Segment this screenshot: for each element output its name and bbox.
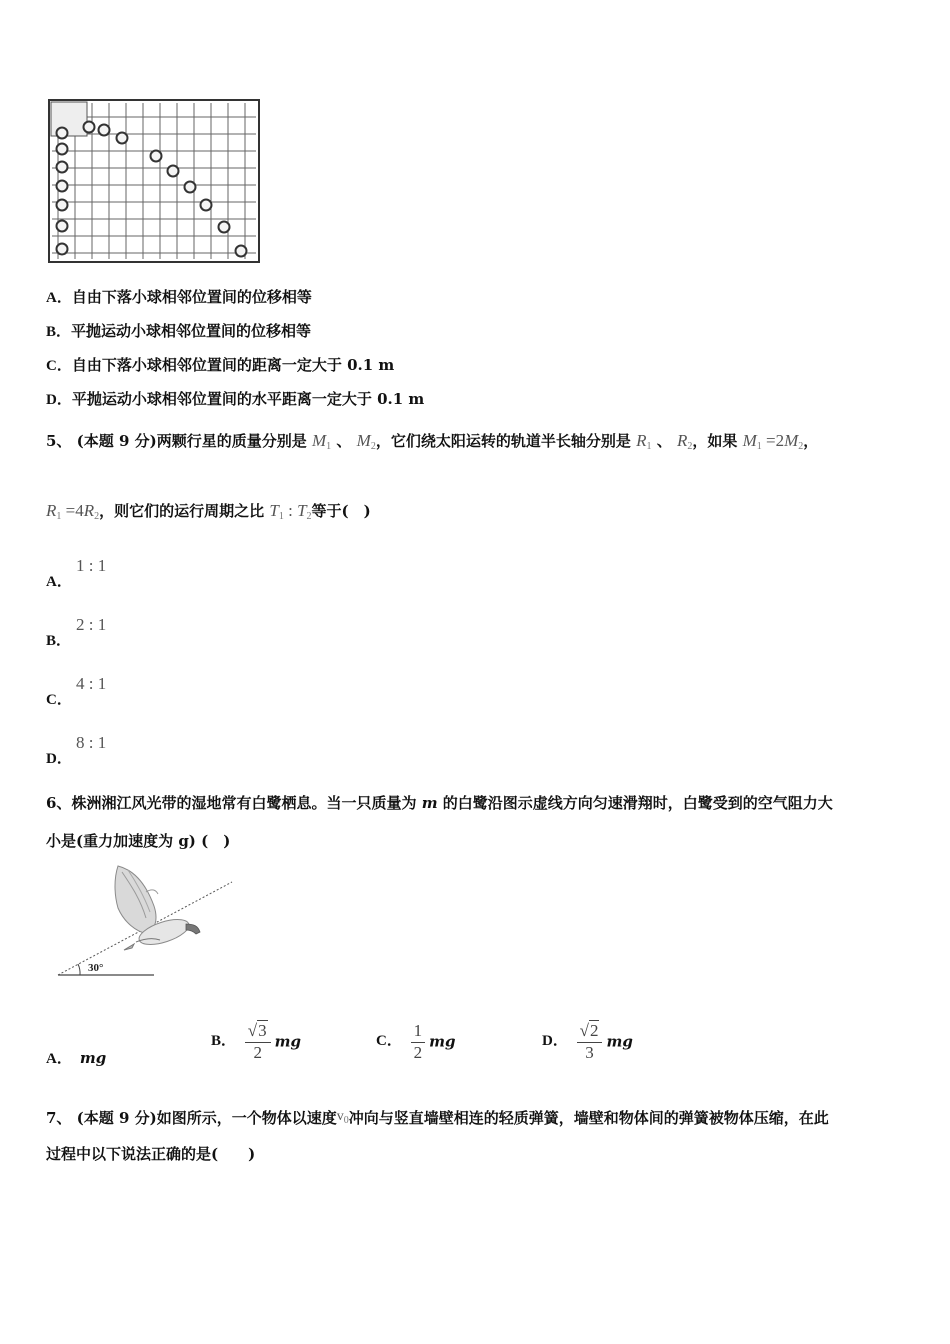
option-letter: B． — [46, 324, 72, 340]
q6-text1a: 株洲湘江风光带的湿地常有白鹭栖息。当一只质量为 — [71, 794, 417, 812]
fraction-1-over-2: $\frac{1}{2}$ — [411, 1022, 426, 1063]
falling-balls-grid-image — [48, 99, 260, 263]
period-ratio: $T_1$ : $T_2$ — [269, 501, 312, 522]
q5-text1: 两颗行星的质量分别是 — [156, 432, 307, 450]
ball — [84, 122, 95, 133]
q7-text1b: 冲向与竖直墙壁相连的轻质弹簧，墙壁和物体间的弹簧被物体压缩，在此 — [348, 1109, 829, 1127]
ball — [168, 166, 179, 177]
q5-score: (本题 9 分) — [76, 432, 157, 450]
ball — [57, 221, 68, 232]
ball — [117, 133, 128, 144]
q5-stem-line2 — [46, 500, 371, 522]
q6-text2: 小是(重力加速度为 g) ( ) — [46, 832, 231, 850]
egret-glide-image — [56, 862, 236, 980]
q6-option-d[interactable] — [542, 1022, 633, 1063]
q7-score: (本题 9 分) — [76, 1109, 157, 1127]
option-letter: D． — [46, 392, 72, 408]
mass-relation: $M_1 =2M_2$ — [742, 431, 804, 452]
ball — [57, 128, 68, 139]
q6-number: 6、 — [46, 794, 72, 812]
q5-option-a-value: 1 : 1 — [76, 556, 107, 575]
ball — [57, 244, 68, 255]
option-letter: A． — [46, 1051, 72, 1067]
q6-option-b[interactable] — [211, 1022, 301, 1063]
q5-option-b-value: 2 : 1 — [76, 615, 107, 634]
q7-stem-line1 — [46, 1107, 829, 1128]
ball — [219, 222, 230, 233]
option-unit: mg — [274, 1032, 302, 1051]
ball — [57, 162, 68, 173]
q6-text1b: 的白鹭沿图示虚线方向匀速滑翔时，白鹭受到的空气阻力大 — [442, 794, 833, 812]
q5-option-c-value: 4 : 1 — [76, 674, 107, 693]
radius-relation: $R_1 =4R_2$ — [46, 501, 100, 522]
egret-icon — [115, 866, 200, 950]
q6-stem-line1 — [46, 792, 833, 813]
mass-m2: $M_2$ — [356, 431, 376, 452]
q7-number: 7、 — [46, 1109, 72, 1127]
q5-text5: 等于( ) — [311, 502, 371, 520]
option-letter: B． — [211, 1032, 237, 1049]
q6-option-c[interactable] — [376, 1022, 456, 1063]
ball — [151, 151, 162, 162]
ball — [57, 144, 68, 155]
velocity-v0: $v_0$ — [336, 1109, 349, 1126]
q4-option-c[interactable] — [46, 354, 394, 375]
q5-option-d-letter[interactable]: D． — [46, 751, 72, 767]
ball — [99, 125, 110, 136]
q4-option-d[interactable] — [46, 388, 424, 409]
comma: ， — [803, 432, 819, 450]
radius-r2: $R_2$ — [676, 431, 693, 452]
q4-option-a[interactable] — [46, 286, 312, 307]
option-unit: mg — [606, 1032, 633, 1051]
q6-option-a[interactable] — [46, 1047, 106, 1068]
q5-text2: ，它们绕太阳运转的轨道半长轴分别是 — [375, 432, 631, 450]
option-letter: C． — [376, 1032, 402, 1049]
q5-option-b-letter[interactable]: B． — [46, 633, 72, 649]
ball — [236, 246, 247, 257]
q7-text1a: 如图所示，一个物体以速度 — [156, 1109, 337, 1127]
q5-option-d-value: 8 : 1 — [76, 733, 107, 752]
q4-option-b[interactable] — [46, 320, 311, 341]
radius-r1: $R_1$ — [636, 431, 652, 452]
option-letter: C． — [46, 358, 72, 374]
mass-variable: m — [421, 794, 438, 812]
fraction-sqrt3-over-2: $\frac{√3}{2}$ — [245, 1022, 271, 1063]
q5-stem-line1 — [46, 430, 818, 452]
separator: 、 — [656, 432, 672, 450]
ball — [57, 200, 68, 211]
q5-option-a-letter[interactable]: A． — [46, 574, 72, 590]
mass-m1: $M_1$ — [312, 431, 332, 452]
ball — [185, 182, 196, 193]
separator: 、 — [336, 432, 352, 450]
q7-text2: 过程中以下说法正确的是( ) — [46, 1145, 256, 1163]
q6-figure — [56, 862, 236, 980]
option-text: 平抛运动小球相邻位置间的水平距离一定大于 0.1 m — [71, 390, 425, 408]
ball — [201, 200, 212, 211]
q5-text3: ，如果 — [692, 432, 738, 450]
ball — [57, 181, 68, 192]
q6-stem-line2 — [46, 830, 230, 851]
q5-number: 5、 — [46, 432, 72, 450]
option-unit: mg — [79, 1049, 107, 1067]
q7-stem-line2 — [46, 1143, 255, 1164]
option-text: 自由下落小球相邻位置间的位移相等 — [71, 288, 312, 306]
option-text: 自由下落小球相邻位置间的距离一定大于 0.1 m — [71, 356, 395, 374]
q5-option-c-letter[interactable]: C． — [46, 692, 72, 708]
option-letter: D． — [542, 1032, 568, 1049]
option-unit: mg — [429, 1032, 456, 1051]
option-letter: A． — [46, 290, 72, 306]
q5-text4: ，则它们的运行周期之比 — [99, 502, 265, 520]
fraction-sqrt2-over-3: $\frac{√2}{3}$ — [577, 1022, 603, 1063]
angle-label: 30° — [88, 962, 104, 974]
option-text: 平抛运动小球相邻位置间的位移相等 — [71, 322, 312, 340]
q4-figure — [48, 99, 260, 263]
